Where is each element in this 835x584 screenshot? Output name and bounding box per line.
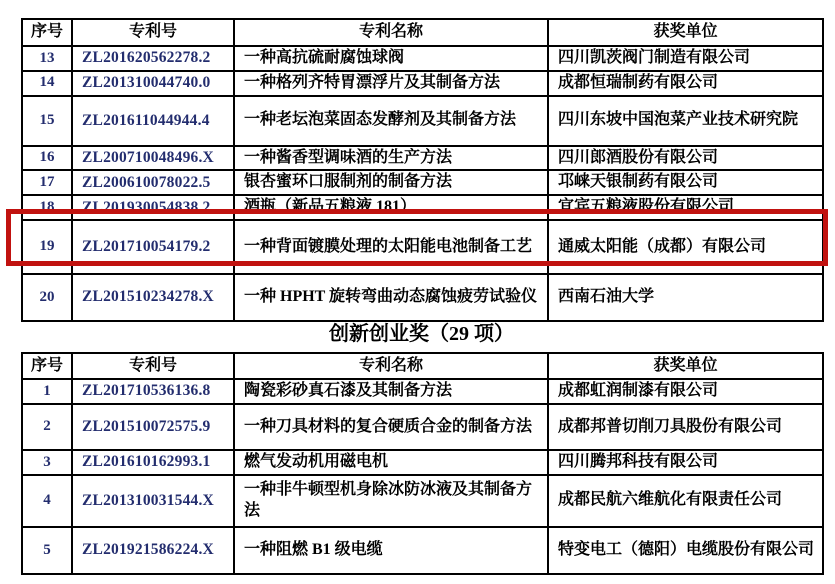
header-serial-number: 序号 bbox=[22, 19, 72, 46]
patent-number-cell: ZL200710048496.X bbox=[72, 146, 234, 171]
row-number-cell: 14 bbox=[22, 71, 72, 96]
patent-name-cell: 一种 HPHT 旋转弯曲动态腐蚀疲劳试验仪 bbox=[234, 274, 548, 321]
patent-name-cell: 一种格列齐特胃漂浮片及其制备方法 bbox=[234, 71, 548, 96]
table-row bbox=[22, 46, 823, 71]
table-row-highlighted bbox=[22, 220, 823, 274]
patent-name-cell: 酒瓶（新品五粮液 181） bbox=[234, 195, 548, 220]
row-number-cell: 19 bbox=[22, 220, 72, 274]
patent-number-cell: ZL201921586224.X bbox=[72, 527, 234, 574]
patent-name-cell: 一种高抗硫耐腐蚀球阀 bbox=[234, 46, 548, 71]
patent-name-cell: 一种背面镀膜处理的太阳能电池制备工艺 bbox=[234, 220, 548, 274]
award-unit-cell: 成都邦普切削刀具股份有限公司 bbox=[548, 404, 823, 450]
patent-number-cell: ZL201710536136.8 bbox=[72, 379, 234, 404]
row-number-cell: 3 bbox=[22, 450, 72, 475]
award-unit-cell: 四川郎酒股份有限公司 bbox=[548, 146, 823, 171]
header-patent-name: 专利名称 bbox=[234, 19, 548, 46]
patent-number-cell: ZL201930054838.2 bbox=[72, 195, 234, 220]
row-number-cell: 16 bbox=[22, 146, 72, 171]
patent-name-cell: 燃气发动机用磁电机 bbox=[234, 450, 548, 475]
patent-name-cell: 陶瓷彩砂真石漆及其制备方法 bbox=[234, 379, 548, 404]
patent-name-cell: 银杏蜜环口服制剂的制备方法 bbox=[234, 170, 548, 195]
patent-name-cell: 一种酱香型调味酒的生产方法 bbox=[234, 146, 548, 171]
table-header-row bbox=[22, 353, 823, 379]
award-unit-cell: 四川腾邦科技有限公司 bbox=[548, 450, 823, 475]
header-award-unit: 获奖单位 bbox=[548, 353, 823, 379]
patent-name-cell: 一种非牛顿型机身除冰防冰液及其制备方法 bbox=[234, 475, 548, 527]
row-number-cell: 1 bbox=[22, 379, 72, 404]
patent-name-cell: 一种老坛泡菜固态发酵剂及其制备方法 bbox=[234, 96, 548, 146]
award-unit-cell: 宜宾五粮液股份有限公司 bbox=[548, 195, 823, 220]
row-number-cell: 17 bbox=[22, 170, 72, 195]
patent-name-cell: 一种阻燃 B1 级电缆 bbox=[234, 527, 548, 574]
patent-award-table-2 bbox=[21, 352, 824, 575]
table-row bbox=[22, 71, 823, 96]
table-row bbox=[22, 195, 823, 220]
patent-number-cell: ZL201310031544.X bbox=[72, 475, 234, 527]
award-unit-cell: 邛崃天银制药有限公司 bbox=[548, 170, 823, 195]
table-row bbox=[22, 404, 823, 450]
patent-number-cell: ZL200610078022.5 bbox=[72, 170, 234, 195]
table-row bbox=[22, 475, 823, 527]
header-patent-name: 专利名称 bbox=[234, 353, 548, 379]
patent-number-cell: ZL201710054179.2 bbox=[72, 220, 234, 274]
award-unit-cell: 四川凯茨阀门制造有限公司 bbox=[548, 46, 823, 71]
table-row bbox=[22, 170, 823, 195]
table-row bbox=[22, 450, 823, 475]
header-award-unit: 获奖单位 bbox=[548, 19, 823, 46]
row-number-cell: 4 bbox=[22, 475, 72, 527]
row-number-cell: 15 bbox=[22, 96, 72, 146]
award-unit-cell: 特变电工（德阳）电缆股份有限公司 bbox=[548, 527, 823, 574]
table-row bbox=[22, 146, 823, 171]
table-row bbox=[22, 527, 823, 574]
patent-name-cell: 一种刀具材料的复合硬质合金的制备方法 bbox=[234, 404, 548, 450]
award-unit-cell: 四川东坡中国泡菜产业技术研究院 bbox=[548, 96, 823, 146]
table-row bbox=[22, 379, 823, 404]
award-unit-cell: 成都恒瑞制药有限公司 bbox=[548, 71, 823, 96]
header-patent-number: 专利号 bbox=[72, 19, 234, 46]
section-title: 创新创业奖（29 项） bbox=[329, 323, 514, 345]
header-serial-number: 序号 bbox=[22, 353, 72, 379]
table-row bbox=[22, 274, 823, 321]
row-number-cell: 18 bbox=[22, 195, 72, 220]
patent-number-cell: ZL201620562278.2 bbox=[72, 46, 234, 71]
row-number-cell: 5 bbox=[22, 527, 72, 574]
row-number-cell: 20 bbox=[22, 274, 72, 321]
patent-number-cell: ZL201510234278.X bbox=[72, 274, 234, 321]
row-number-cell: 13 bbox=[22, 46, 72, 71]
patent-number-cell: ZL201610162993.1 bbox=[72, 450, 234, 475]
row-number-cell: 2 bbox=[22, 404, 72, 450]
award-unit-cell: 成都虹润制漆有限公司 bbox=[548, 379, 823, 404]
patent-number-cell: ZL201310044740.0 bbox=[72, 71, 234, 96]
award-unit-cell: 通威太阳能（成都）有限公司 bbox=[548, 220, 823, 274]
patent-number-cell: ZL201510072575.9 bbox=[72, 404, 234, 450]
table-row bbox=[22, 96, 823, 146]
patent-award-table-1 bbox=[21, 18, 824, 322]
patent-number-cell: ZL201611044944.4 bbox=[72, 96, 234, 146]
award-unit-cell: 成都民航六维航化有限责任公司 bbox=[548, 475, 823, 527]
header-patent-number: 专利号 bbox=[72, 353, 234, 379]
table-header-row bbox=[22, 19, 823, 46]
award-unit-cell: 西南石油大学 bbox=[548, 274, 823, 321]
